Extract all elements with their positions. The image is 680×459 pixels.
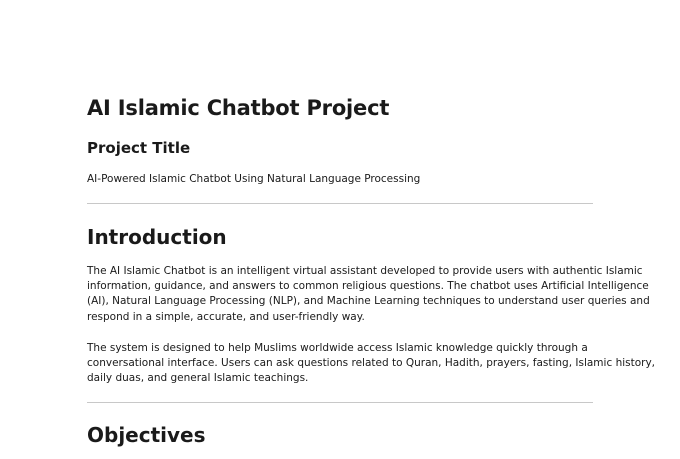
paragraph-line: The system is designed to help Muslims worldwide access Islamic knowledge quickly through a: [87, 342, 588, 354]
document-title: AI Islamic Chatbot Project: [87, 96, 390, 120]
section-divider: [87, 402, 593, 403]
introduction-heading: Introduction: [87, 225, 227, 249]
objectives-heading: Objectives: [87, 423, 206, 447]
paragraph-line: conversational interface. Users can ask questions related to Quran, Hadith, prayers, fasting, Islamic history,: [87, 357, 656, 370]
section-divider: [87, 203, 593, 204]
paragraph-line: The AI Islamic Chatbot is an intelligent virtual assistant developed to provide users with authentic Islamic: [87, 265, 643, 277]
introduction-paragraph-2: [87, 341, 656, 387]
paragraph-line: (AI), Natural Language Processing (NLP), and Machine Learning techniques to understand user queries and: [87, 295, 650, 308]
introduction-paragraph-1: [87, 264, 650, 325]
paragraph-line: information, guidance, and answers to common religious questions. The chatbot uses Artificial Intelligence: [87, 280, 649, 293]
project-title-heading: Project Title: [87, 139, 191, 157]
project-title-text: AI-Powered Islamic Chatbot Using Natural Language Processing: [87, 173, 421, 185]
paragraph-line: daily duas, and general Islamic teachings.: [87, 372, 309, 385]
paragraph-line: respond in a simple, accurate, and user-friendly way.: [87, 310, 365, 323]
